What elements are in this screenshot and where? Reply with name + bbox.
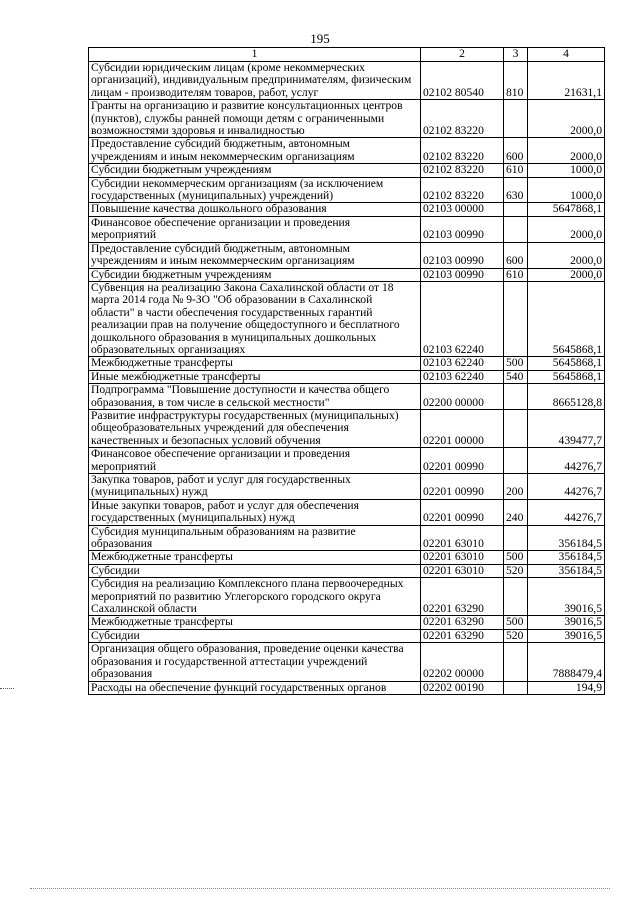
row-sum-cell: 21631,1 <box>528 62 605 100</box>
row-type-cell: 500 <box>504 616 528 629</box>
table-row <box>89 448 605 474</box>
row-sum-cell: 2000,0 <box>528 138 605 164</box>
table-row <box>89 499 605 525</box>
row-code-cell: 02103 00990 <box>421 268 504 281</box>
table-row <box>89 177 605 203</box>
row-type-cell: 520 <box>504 629 528 642</box>
row-name-cell: Предоставление субсидий бюджетным, автономным учреждениям и иным некоммерческим организациям <box>89 242 421 268</box>
row-code-cell: 02201 63010 <box>421 525 504 551</box>
row-code-cell: 02201 63010 <box>421 564 504 577</box>
table-row <box>89 281 605 356</box>
header-col-1: 1 <box>89 48 421 62</box>
row-name-cell: Предоставление субсидий бюджетным, автономным учреждениям и иным некоммерческим организациям <box>89 138 421 164</box>
row-type-cell <box>504 409 528 447</box>
row-code-cell: 02202 00000 <box>421 643 504 681</box>
row-sum-cell: 39016,5 <box>528 578 605 616</box>
row-code-cell: 02201 00000 <box>421 409 504 447</box>
row-sum-cell: 39016,5 <box>528 629 605 642</box>
row-type-cell <box>504 100 528 138</box>
table-row <box>89 474 605 500</box>
row-type-cell: 240 <box>504 499 528 525</box>
row-type-cell: 630 <box>504 177 528 203</box>
row-type-cell <box>504 681 528 694</box>
header-row <box>89 48 605 62</box>
row-type-cell <box>504 448 528 474</box>
table-row <box>89 138 605 164</box>
row-type-cell: 610 <box>504 268 528 281</box>
row-type-cell <box>504 203 528 216</box>
row-sum-cell: 5645868,1 <box>528 281 605 356</box>
row-sum-cell: 356184,5 <box>528 551 605 564</box>
row-type-cell <box>504 578 528 616</box>
row-name-cell: Межбюджетные трансферты <box>89 357 421 370</box>
row-sum-cell: 356184,5 <box>528 525 605 551</box>
row-name-cell: Подпрограмма "Повышение доступности и качества общего образования, в том числе в сельской местности" <box>89 384 421 410</box>
row-name-cell: Расходы на обеспечение функций государственных органов <box>89 681 421 694</box>
row-code-cell: 02102 83220 <box>421 138 504 164</box>
row-type-cell <box>504 643 528 681</box>
row-sum-cell: 439477,7 <box>528 409 605 447</box>
row-code-cell: 02201 63290 <box>421 629 504 642</box>
table-row <box>89 164 605 177</box>
row-name-cell: Субсидии некоммерческим организациям (за исключением государственных (муниципальных) учреждений) <box>89 177 421 203</box>
row-type-cell: 810 <box>504 62 528 100</box>
row-name-cell: Субсидии бюджетным учреждениям <box>89 164 421 177</box>
row-code-cell: 02103 62240 <box>421 357 504 370</box>
row-sum-cell: 5645868,1 <box>528 370 605 383</box>
row-name-cell: Организация общего образования, проведение оценки качества образования и государственной аттестации учреждений образования <box>89 643 421 681</box>
row-name-cell: Иные межбюджетные трансферты <box>89 370 421 383</box>
row-code-cell: 02103 00000 <box>421 203 504 216</box>
header-col-2: 2 <box>421 48 504 62</box>
row-type-cell <box>504 281 528 356</box>
row-name-cell: Межбюджетные трансферты <box>89 616 421 629</box>
row-sum-cell: 39016,5 <box>528 616 605 629</box>
row-sum-cell: 2000,0 <box>528 242 605 268</box>
row-code-cell: 02201 63290 <box>421 578 504 616</box>
table-row <box>89 643 605 681</box>
row-code-cell: 02201 00990 <box>421 499 504 525</box>
row-sum-cell: 44276,7 <box>528 499 605 525</box>
row-name-cell: Субсидия на реализацию Комплексного плана первоочередных мероприятий по развитию Углегорского городского округа Сахалинской области <box>89 578 421 616</box>
table-row <box>89 370 605 383</box>
table-row <box>89 616 605 629</box>
row-code-cell: 02102 80540 <box>421 62 504 100</box>
row-sum-cell: 5647868,1 <box>528 203 605 216</box>
row-code-cell: 02200 00000 <box>421 384 504 410</box>
row-name-cell: Субсидии <box>89 629 421 642</box>
table-row <box>89 357 605 370</box>
table-row <box>89 100 605 138</box>
row-name-cell: Закупка товаров, работ и услуг для государственных (муниципальных) нужд <box>89 474 421 500</box>
scan-artifact-left <box>0 688 14 690</box>
row-name-cell: Гранты на организацию и развитие консультационных центров (пунктов), службы ранней помощи детям с ограниченными возможностями здоровья и инвалидностью <box>89 100 421 138</box>
table-row <box>89 525 605 551</box>
row-name-cell: Финансовое обеспечение организации и проведения мероприятий <box>89 216 421 242</box>
table-row <box>89 551 605 564</box>
row-name-cell: Субвенция на реализацию Закона Сахалинской области от 18 марта 2014 года № 9-ЗО "Об образовании в Сахалинской области" в части обеспечения государственных гарантий реализации прав на получение общедоступного и бесплатного дошкольного образования в муниципальных дошкольных образовательных организациях <box>89 281 421 356</box>
table-row <box>89 564 605 577</box>
row-sum-cell: 7888479,4 <box>528 643 605 681</box>
row-sum-cell: 8665128,8 <box>528 384 605 410</box>
table-body <box>89 62 605 695</box>
row-code-cell: 02103 62240 <box>421 370 504 383</box>
row-name-cell: Развитие инфраструктуры государственных (муниципальных) общеобразовательных учреждений для обеспечения качественных и безопасных условий обучения <box>89 409 421 447</box>
row-code-cell: 02103 00990 <box>421 216 504 242</box>
row-type-cell <box>504 384 528 410</box>
row-sum-cell: 44276,7 <box>528 474 605 500</box>
page-number: 195 <box>310 31 330 46</box>
row-type-cell <box>504 525 528 551</box>
table-row <box>89 242 605 268</box>
row-type-cell: 500 <box>504 551 528 564</box>
table-row <box>89 578 605 616</box>
row-sum-cell: 1000,0 <box>528 164 605 177</box>
row-type-cell: 500 <box>504 357 528 370</box>
row-code-cell: 02102 83220 <box>421 164 504 177</box>
row-type-cell: 540 <box>504 370 528 383</box>
row-type-cell <box>504 216 528 242</box>
row-type-cell: 610 <box>504 164 528 177</box>
table-row <box>89 409 605 447</box>
row-name-cell: Субсидии <box>89 564 421 577</box>
row-name-cell: Межбюджетные трансферты <box>89 551 421 564</box>
row-code-cell: 02102 83220 <box>421 100 504 138</box>
table-row <box>89 62 605 100</box>
table-row <box>89 203 605 216</box>
row-type-cell: 600 <box>504 242 528 268</box>
row-name-cell: Субсидия муниципальным образованиям на развитие образования <box>89 525 421 551</box>
row-code-cell: 02103 62240 <box>421 281 504 356</box>
row-type-cell: 520 <box>504 564 528 577</box>
row-name-cell: Повышение качества дошкольного образования <box>89 203 421 216</box>
table-row <box>89 216 605 242</box>
row-sum-cell: 1000,0 <box>528 177 605 203</box>
table-row <box>89 681 605 694</box>
row-code-cell: 02201 63290 <box>421 616 504 629</box>
row-name-cell: Финансовое обеспечение организации и проведения мероприятий <box>89 448 421 474</box>
row-sum-cell: 356184,5 <box>528 564 605 577</box>
row-code-cell: 02201 63010 <box>421 551 504 564</box>
table-header <box>89 48 605 62</box>
row-sum-cell: 5645868,1 <box>528 357 605 370</box>
row-type-cell: 200 <box>504 474 528 500</box>
row-code-cell: 02103 00990 <box>421 242 504 268</box>
header-col-3: 3 <box>504 48 528 62</box>
row-sum-cell: 2000,0 <box>528 216 605 242</box>
scan-artifact-bottom <box>30 888 610 893</box>
row-name-cell: Субсидии бюджетным учреждениям <box>89 268 421 281</box>
table-row <box>89 268 605 281</box>
header-col-4: 4 <box>528 48 605 62</box>
row-name-cell: Субсидии юридическим лицам (кроме некоммерческих организаций), индивидуальным предпринимателям, физическим лицам - производителям товаров, работ, услуг <box>89 62 421 100</box>
budget-table <box>88 47 605 695</box>
row-sum-cell: 2000,0 <box>528 268 605 281</box>
row-sum-cell: 44276,7 <box>528 448 605 474</box>
row-code-cell: 02102 83220 <box>421 177 504 203</box>
table-row <box>89 629 605 642</box>
table-row <box>89 384 605 410</box>
row-code-cell: 02202 00190 <box>421 681 504 694</box>
row-code-cell: 02201 00990 <box>421 474 504 500</box>
row-name-cell: Иные закупки товаров, работ и услуг для обеспечения государственных (муниципальных) нужд <box>89 499 421 525</box>
row-code-cell: 02201 00990 <box>421 448 504 474</box>
row-sum-cell: 2000,0 <box>528 100 605 138</box>
row-type-cell: 600 <box>504 138 528 164</box>
row-sum-cell: 194,9 <box>528 681 605 694</box>
